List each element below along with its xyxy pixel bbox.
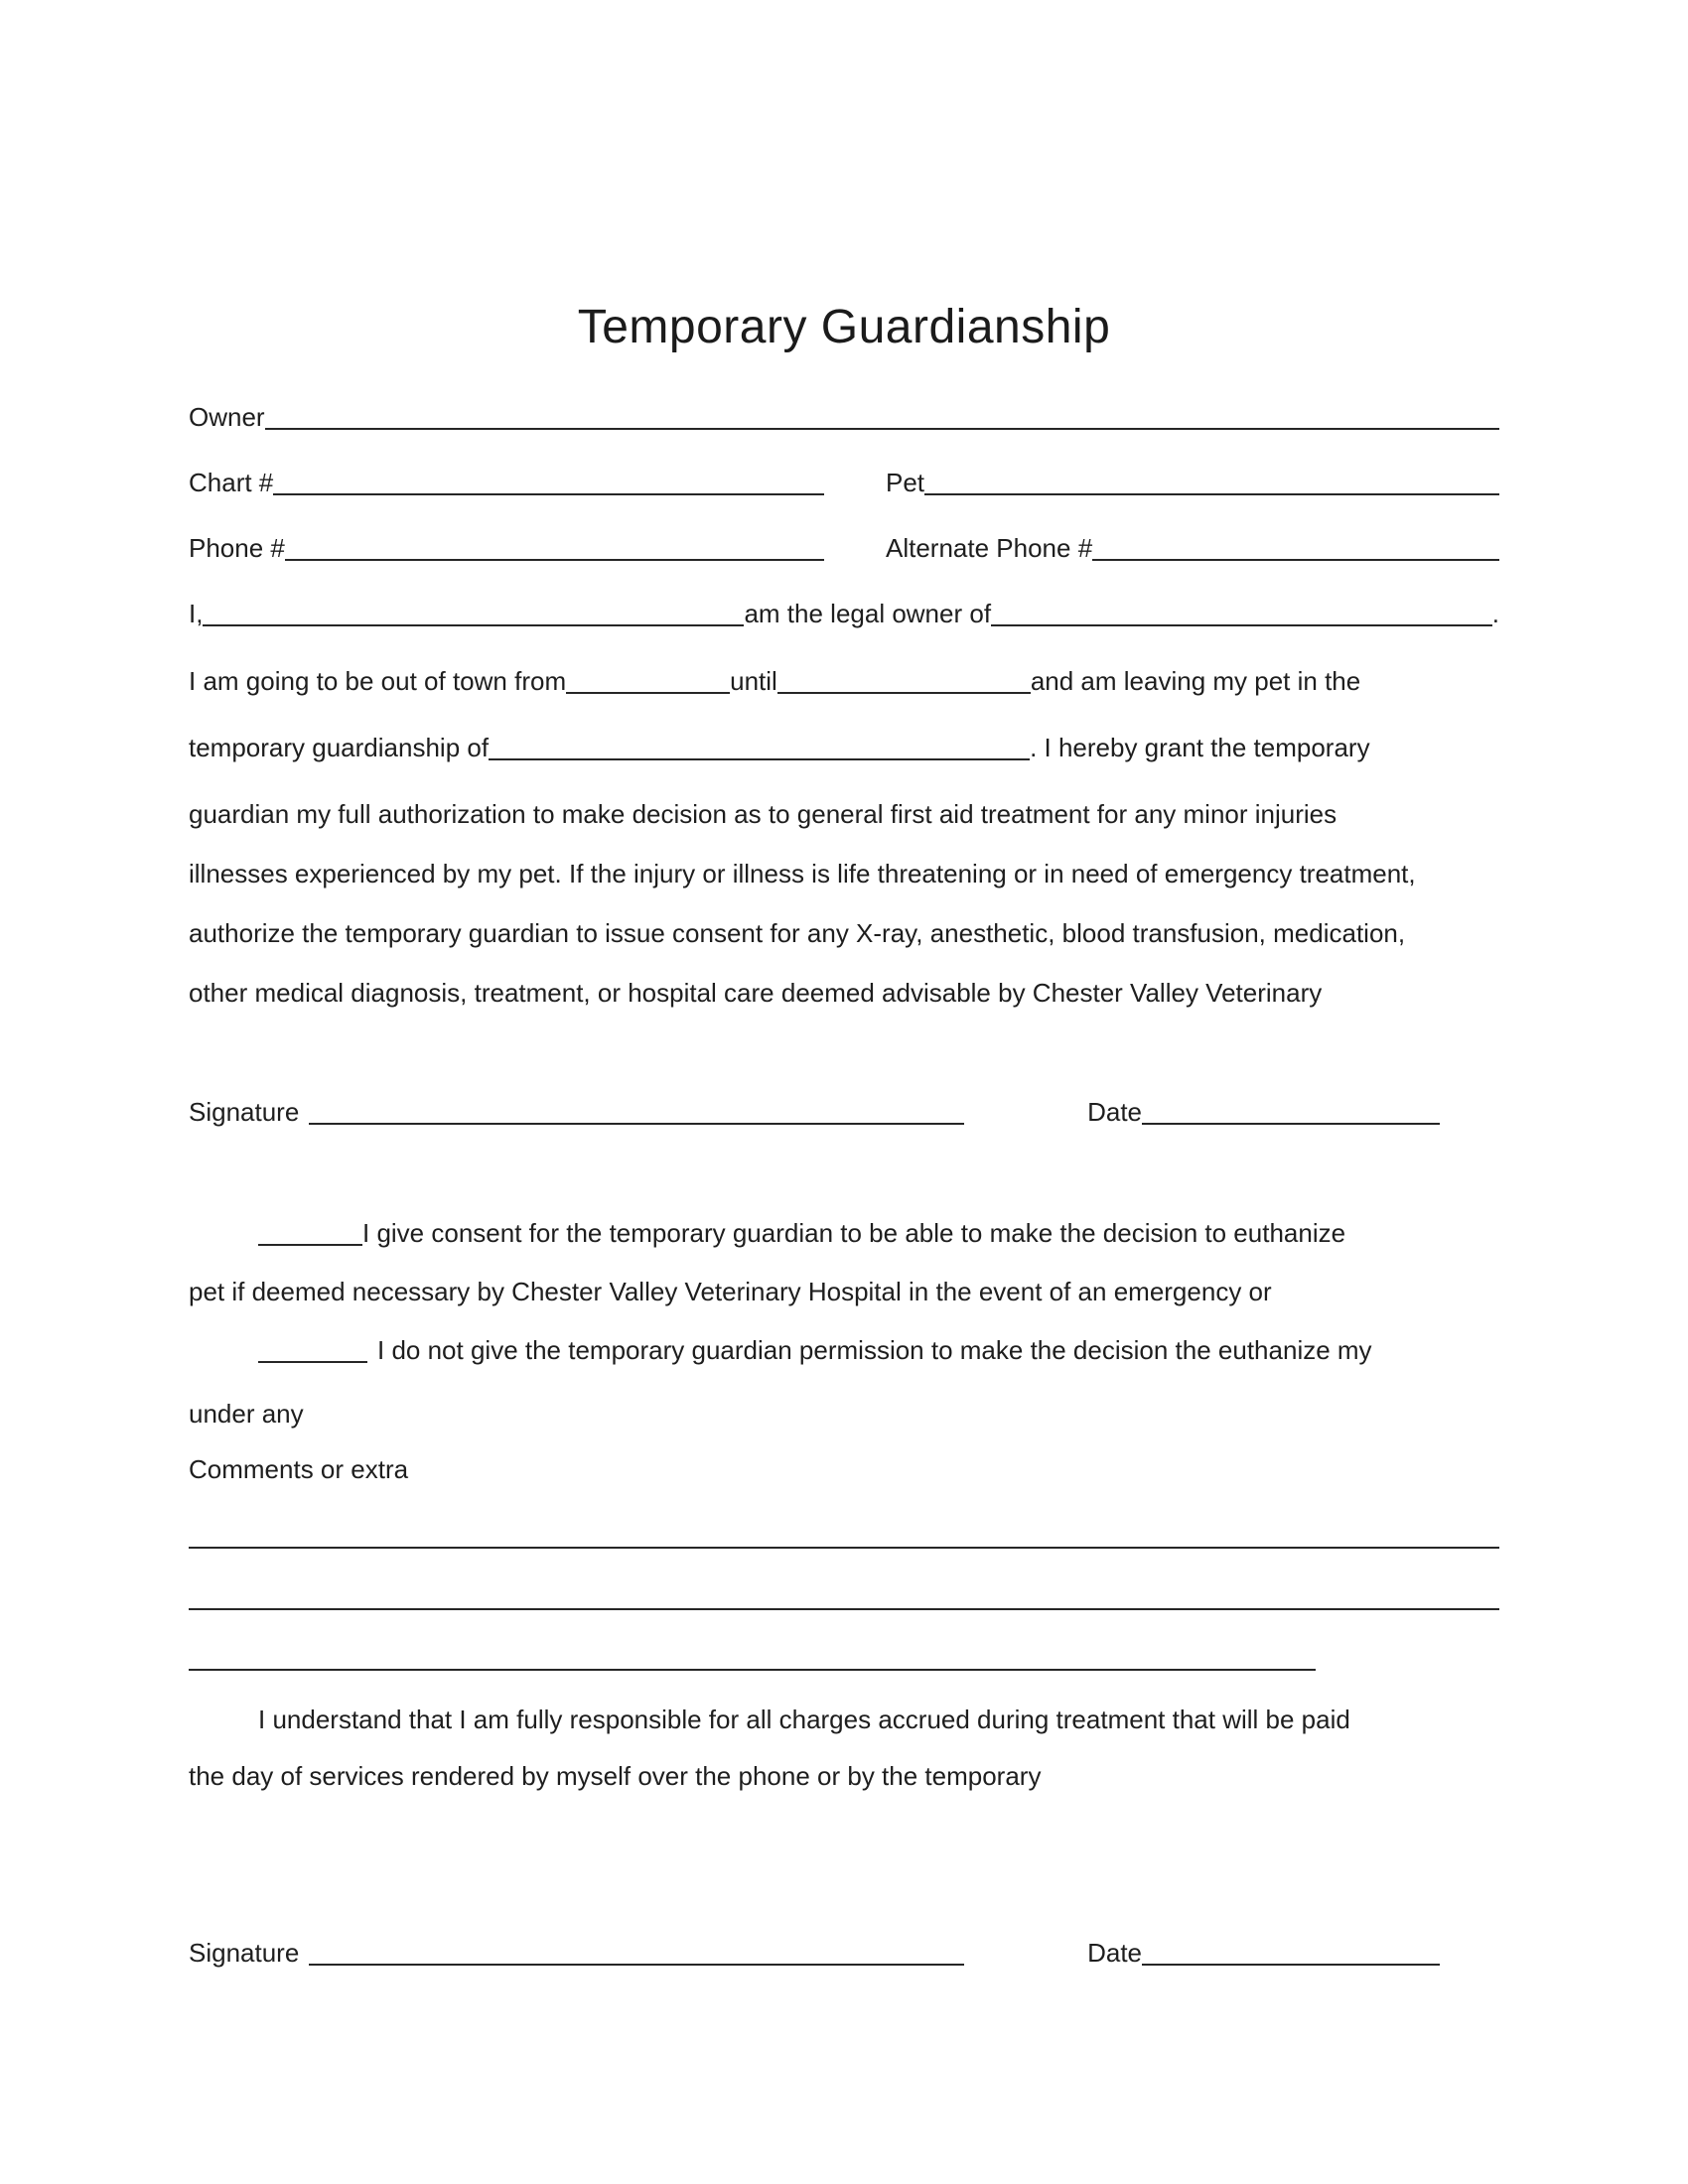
alternate-phone-field-blank[interactable] xyxy=(1092,533,1499,561)
i-prefix-text: I, xyxy=(189,599,204,628)
away-from-text: I am going to be out of town from xyxy=(189,666,567,696)
authorization-paragraph-line-2 xyxy=(189,854,1499,893)
chart-number-field-blank[interactable] xyxy=(273,468,824,495)
comments-label: Comments or extra xyxy=(189,1454,409,1484)
chart-pet-row xyxy=(189,463,1499,502)
owner-label: Owner xyxy=(189,402,265,432)
legal-owner-of-text: am the legal owner of xyxy=(744,599,992,628)
signature-row-1 xyxy=(189,1092,1440,1132)
consent-initial-field-blank[interactable] xyxy=(258,1218,362,1246)
signature-field-blank[interactable] xyxy=(309,1097,964,1125)
phone-row xyxy=(189,528,1499,568)
responsibility-paragraph-line-2 xyxy=(189,1756,1499,1796)
hereby-grant-text: . I hereby grant the temporary xyxy=(1030,733,1370,762)
comments-line-3[interactable] xyxy=(189,1631,1316,1671)
travel-end-date-field-blank[interactable] xyxy=(777,666,1031,694)
authorization-paragraph-line-1 xyxy=(189,794,1499,834)
signature-label-2: Signature xyxy=(189,1938,300,1968)
euthanasia-consent-row-2 xyxy=(189,1272,1499,1311)
authorization-paragraph-line-3 xyxy=(189,913,1499,953)
deny-text-2: under any xyxy=(189,1399,304,1429)
euthanasia-deny-row-2 xyxy=(189,1394,1499,1433)
date-field-blank[interactable] xyxy=(1142,1097,1440,1125)
authorization-text-2: illnesses experienced by my pet. If the injury or illness is life threatening or in need of emergency treatment, xyxy=(189,859,1416,888)
authorization-paragraph-line-4 xyxy=(189,973,1499,1013)
signature-field-blank-2[interactable] xyxy=(309,1938,964,1966)
responsibility-text-2: the day of services rendered by myself over the phone or by the temporary xyxy=(189,1761,1042,1791)
phone-number-field-blank[interactable] xyxy=(285,533,824,561)
guardianship-of-text: temporary guardianship of xyxy=(189,733,490,762)
authorization-text-4: other medical diagnosis, treatment, or hospital care deemed advisable by Chester Valley Veterinary xyxy=(189,978,1323,1008)
owner-field-blank[interactable] xyxy=(265,402,1499,430)
legal-owner-row xyxy=(189,594,1499,633)
owner-row xyxy=(189,397,1499,437)
page-title: Temporary Guardianship xyxy=(577,301,1111,353)
date-label-2: Date xyxy=(1087,1938,1142,1968)
travel-dates-row xyxy=(189,661,1499,701)
period-text: . xyxy=(1491,599,1499,628)
consent-text-2: pet if deemed necessary by Chester Valley Veterinary Hospital in the event of an emergency or xyxy=(189,1277,1272,1306)
authorization-text-3: authorize the temporary guardian to issue consent for any X-ray, anesthetic, blood transfusion, medication, xyxy=(189,918,1406,948)
chart-number-label: Chart # xyxy=(189,468,274,497)
pet-label: Pet xyxy=(886,468,925,497)
responsibility-text-1: I understand that I am fully responsible for all charges accrued during treatment that will be paid xyxy=(258,1705,1350,1734)
comments-label-row xyxy=(189,1449,1499,1489)
guardian-name-row xyxy=(189,728,1499,767)
travel-start-date-field-blank[interactable] xyxy=(566,666,730,694)
phone-number-label: Phone # xyxy=(189,533,285,563)
authorization-text-1: guardian my full authorization to make decision as to general first aid treatment for any minor injuries xyxy=(189,799,1337,829)
pet-name-field-blank[interactable] xyxy=(991,599,1492,626)
until-text: until xyxy=(730,666,777,696)
owner-name-field-blank[interactable] xyxy=(203,599,744,626)
comments-line-1[interactable] xyxy=(189,1509,1499,1549)
guardian-name-field-blank[interactable] xyxy=(489,733,1030,760)
pet-field-blank[interactable] xyxy=(924,468,1499,495)
responsibility-paragraph-line-1 xyxy=(189,1700,1499,1739)
consent-text-1: I give consent for the temporary guardian to be able to make the decision to euthanize xyxy=(362,1218,1346,1248)
signature-label: Signature xyxy=(189,1097,300,1127)
deny-initial-field-blank[interactable] xyxy=(258,1335,367,1363)
euthanasia-deny-row xyxy=(189,1330,1499,1370)
date-field-blank-2[interactable] xyxy=(1142,1938,1440,1966)
alternate-phone-label: Alternate Phone # xyxy=(886,533,1093,563)
comments-line-2[interactable] xyxy=(189,1570,1499,1610)
signature-row-2 xyxy=(189,1933,1440,1973)
leaving-pet-text: and am leaving my pet in the xyxy=(1030,666,1361,696)
date-label: Date xyxy=(1087,1097,1142,1127)
deny-text-1: I do not give the temporary guardian permission to make the decision the euthanize my xyxy=(377,1335,1372,1365)
euthanasia-consent-row xyxy=(189,1213,1499,1253)
